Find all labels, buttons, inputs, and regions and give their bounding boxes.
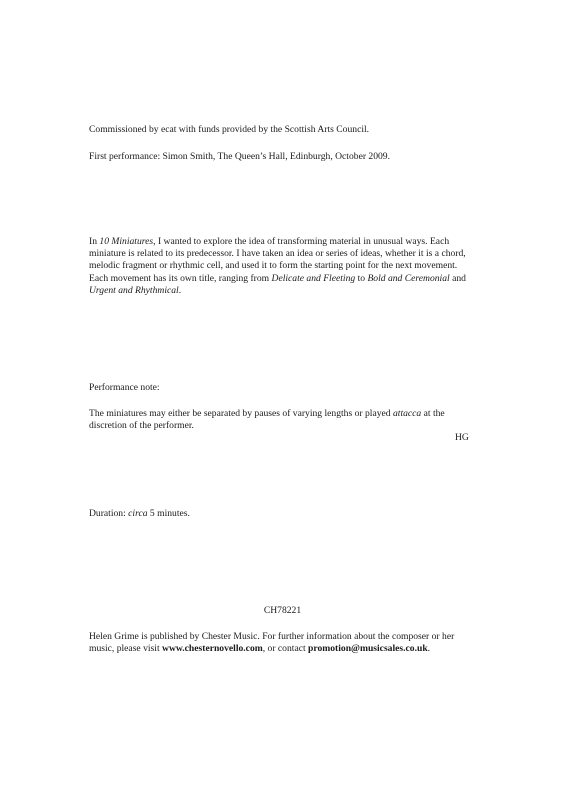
performance-note-body-end: at the discretion of the performer. bbox=[89, 408, 445, 432]
commission-text: Commissioned by ecat with funds provided by the Scottish Arts Council. bbox=[89, 124, 370, 135]
intro-in: In bbox=[89, 236, 100, 247]
performance-note-heading: Performance note: bbox=[89, 382, 160, 393]
intro-connector-and: and bbox=[449, 272, 466, 284]
attacca-term: attacca bbox=[392, 408, 422, 419]
publisher-body-end: . bbox=[427, 643, 431, 655]
performance-note-text bbox=[89, 408, 469, 432]
intro-connector-to: to bbox=[355, 272, 368, 284]
composer-initials: HG bbox=[455, 432, 469, 443]
publisher-website-link[interactable]: www.chesternovello.com bbox=[162, 643, 263, 655]
catalog-number: CH78221 bbox=[263, 605, 302, 616]
duration-circa: circa bbox=[128, 508, 148, 519]
duration-label: Duration: bbox=[89, 508, 129, 519]
movement-title-urgent: Urgent and Rhythmical bbox=[89, 284, 179, 296]
performance-note-body: The miniatures may either be separated by pauses of varying lengths or played bbox=[89, 408, 393, 419]
movement-title-delicate: Delicate and Fleeting bbox=[271, 272, 356, 284]
publisher-body-contact: , or contact bbox=[262, 643, 309, 655]
duration-value: 5 minutes. bbox=[147, 508, 190, 519]
publisher-email-link[interactable]: promotion@musicsales.co.uk bbox=[308, 643, 428, 655]
publisher-text bbox=[89, 631, 469, 655]
work-title: 10 Miniatures bbox=[99, 236, 154, 247]
publisher-body: Helen Grime is published by Chester Music. For further information about the composer or her music, please visit bbox=[89, 631, 455, 655]
duration-text bbox=[89, 508, 190, 520]
intro-paragraph bbox=[89, 236, 469, 297]
intro-end: . bbox=[178, 284, 182, 296]
first-performance-text: First performance: Simon Smith, The Queen’s Hall, Edinburgh, October 2009. bbox=[89, 151, 391, 162]
movement-title-bold: Bold and Ceremonial bbox=[367, 272, 450, 284]
intro-body: , I wanted to explore the idea of transforming material in unusual ways. Each miniature is related to its predecessor. I have taken an idea or series of ideas, whether it is a chord, melodic fragment or rhythmic cell, and used it to form the starting point for the next movement. Each movement has its own title, ranging from bbox=[89, 236, 466, 284]
